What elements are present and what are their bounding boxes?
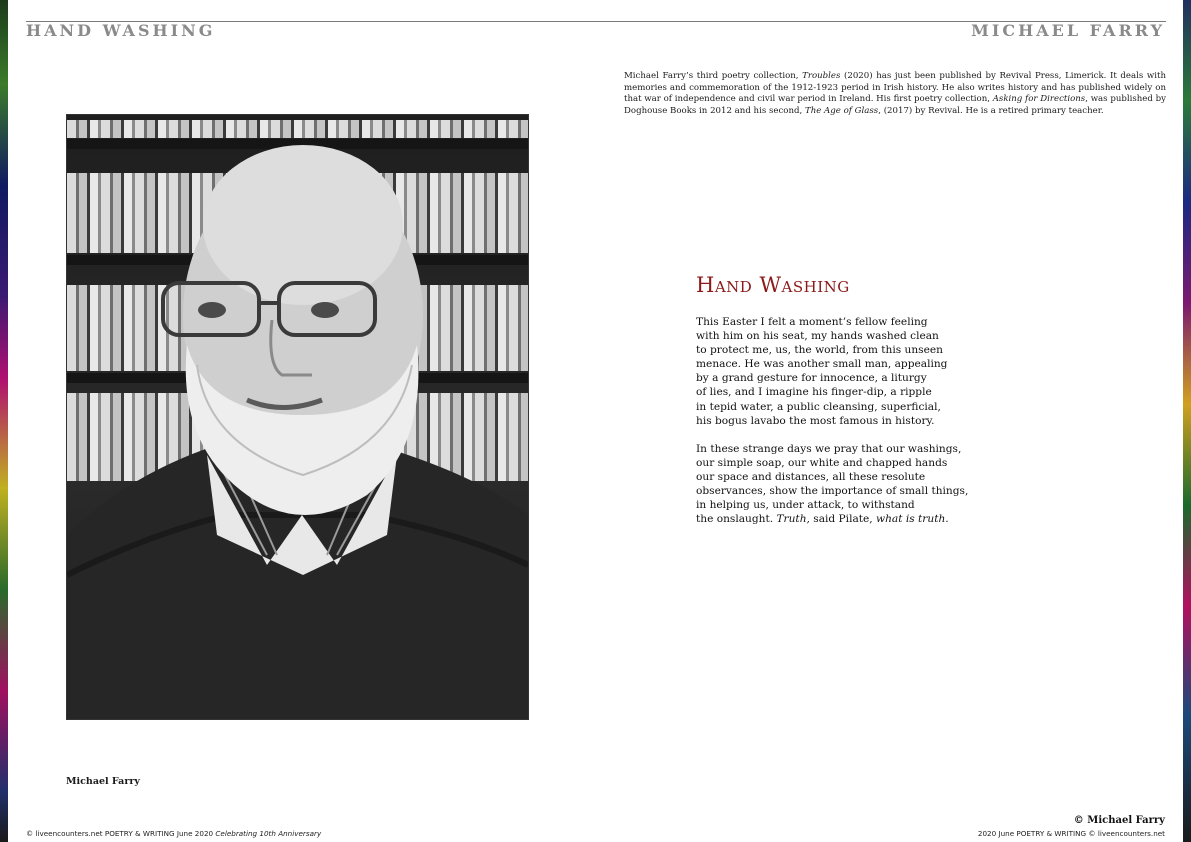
footer-left: © liveencounters.net POETRY & WRITING June 2020 Celebrating 10th Anniversary xyxy=(26,829,322,838)
poem-line: our simple soap, our white and chapped hands xyxy=(696,456,948,469)
poem-line: in helping us, under attack, to withstand xyxy=(696,499,915,512)
poem-stanza-1 xyxy=(696,315,996,428)
left-decorative-edge xyxy=(0,0,8,842)
poem-line: in tepid water, a public cleansing, superficial, xyxy=(696,400,941,413)
right-decorative-edge xyxy=(1183,0,1191,842)
book-title-troubles: Troubles xyxy=(802,71,841,81)
poem-stanza-2 xyxy=(696,442,996,527)
copyright-notice: © Michael Farry xyxy=(1073,815,1165,826)
poem-line: This Easter I felt a moment’s fellow feeling xyxy=(696,316,928,328)
poem-line: of lies, and I imagine his finger-dip, a ripple xyxy=(696,386,932,399)
poem-line: by a grand gesture for innocence, a liturgy xyxy=(696,372,927,385)
poem-title: Hand Washing xyxy=(696,273,850,297)
poem-line: with him on his seat, my hands washed clean xyxy=(696,330,939,343)
poem-line: In these strange days we pray that our washings, xyxy=(696,442,962,455)
author-bio: Michael Farry’s third poetry collection, Troubles (2020) has just been published by Revival Press, Limerick. It deals with memories and commemoration of the 1912-1923 period in Irish history. He also writes history and has published widely on that war of independence and civil war period in Ireland. His first poetry collection, Asking for Directions, was published by Doghouse Books in 2012 and his second, The Age of Glass, (2017) by Revival. He is a retired primary teacher. xyxy=(624,71,1166,116)
poem-body xyxy=(696,315,996,540)
author-photo xyxy=(66,114,529,720)
poem-line: our space and distances, all these resolute xyxy=(696,470,926,483)
poem-line: his bogus lavabo the most famous in history. xyxy=(696,414,935,427)
portrait-figure xyxy=(67,115,528,719)
header-section-title: HAND WASHING xyxy=(26,21,216,40)
poem-line: observances, show the importance of small things, xyxy=(696,485,969,498)
footer-right: 2020 June POETRY & WRITING © liveencounters.net xyxy=(977,829,1165,838)
poem-last-line: the onslaught. Truth, said Pilate, what is truth. xyxy=(696,513,949,526)
poem-line: menace. He was another small man, appealing xyxy=(696,358,948,371)
book-title-asking-for-directions: Asking for Directions xyxy=(992,94,1086,104)
poem-line: to protect me, us, the world, from this unseen xyxy=(696,344,943,357)
header-author-name: MICHAEL FARRY xyxy=(971,21,1165,40)
book-title-age-of-glass: The Age of Glass xyxy=(804,105,879,116)
photo-caption: Michael Farry xyxy=(66,776,140,787)
